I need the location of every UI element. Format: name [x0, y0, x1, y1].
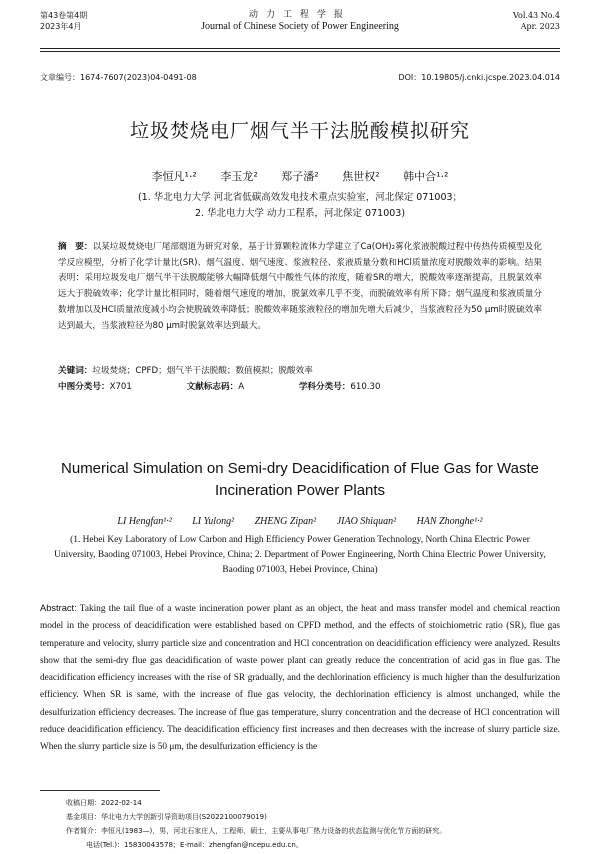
- journal-name-en: Journal of Chinese Society of Power Engineering: [201, 21, 399, 32]
- affiliation-cn: (1. 华北电力大学 河北省低碳高效发电技术重点实验室，河北保定 071003；: [137, 192, 463, 203]
- clc-value: X701: [109, 382, 132, 392]
- subject-value: 610.30: [350, 382, 381, 392]
- authors-en: [0, 516, 600, 527]
- doi: DOI：10.19805/j.cnki.jcspe.2023.04.014: [398, 73, 560, 82]
- doc-code-value: A: [238, 382, 245, 392]
- affiliations-cn: [0, 190, 600, 222]
- running-header: [40, 10, 560, 50]
- keywords-cn-text: 垃圾焚烧；CPFD；烟气半干法脱酸；数值模拟；脱酸效率: [92, 366, 313, 376]
- footnote-rule: [40, 790, 160, 791]
- affiliations-en: (1. Hebei Key Laboratory of Low Carbon and High Efficiency Power Generation Technology, North China Electric Power University, Baoding 071003, Hebei Province, China; 2. Department of Power Engineering, North China Electric Power University, Baoding 071003, Hebei Province, China): [54, 535, 546, 575]
- volume-issue-cn: 第43卷第4期: [40, 11, 88, 20]
- abstract-cn-label: 摘 要：: [58, 242, 93, 252]
- footnotes: [66, 796, 560, 852]
- abstract-en-text: Taking the tail flue of a waste incineration power plant as an object, the heat and mass transfer model and chemical reaction model in the process of deacidification were established based on CPFD method, and the effects of stoichiometric ratio (SR), flue gas temperature and velocity, slurry particle size and concentration and HCl concentration on deacidification efficiency were analyzed. Results show that the semi-dry flue gas deacidification of waste power plant can greatly reduce the concentration of acid gas in flue gas. The deacidification efficiency increases with the rise of SR gradually, and the dechlorination efficiency is much higher than the desulfurization efficiency. When SR is same, with the increase of flue gas velocity, the dechlorination efficiency is almost unchanged, while the desulfurization efficiency decreases. The increase of flue gas temperature, slurry concentration and the decrease of HCl concentration will reduce deacidification efficiency. The deacidification efficiency first increases and then decreases with the increase of slurry particle size. When the slurry particle size is 50 μm, the desulfurization efficiency is the: [40, 604, 560, 753]
- clc-label: 中图分类号：: [58, 382, 110, 392]
- journal-name-cn: 动力工程学报: [248, 10, 351, 20]
- author-cn: 焦世权²: [342, 170, 380, 183]
- abstract-en: [40, 600, 560, 757]
- doc-code-label: 文献标志码：: [186, 382, 239, 392]
- header-rule-top: [40, 48, 560, 49]
- author-en: LI Yulong²: [192, 516, 235, 527]
- clc-number: [58, 382, 158, 392]
- header-right: [513, 10, 560, 32]
- author-cn: 郑子潘²: [281, 170, 319, 183]
- footnote-fund: 基金项目：华北电力大学创新引导资助项目(S2022100079019): [66, 813, 267, 821]
- volume-issue-en: Vol.43 No.4: [513, 11, 560, 20]
- title-cn: 垃圾焚烧电厂烟气半干法脱酸模拟研究: [129, 120, 470, 142]
- document-code: [187, 382, 270, 392]
- author-cn: 韩中合¹·²: [403, 170, 449, 183]
- authors-cn: [0, 168, 600, 184]
- article-number: 文章编号：1674-7607(2023)04-0491-08: [40, 73, 197, 82]
- abstract-en-label: Abstract:: [40, 603, 77, 613]
- abstract-cn: [58, 240, 542, 334]
- abstract-cn-text: 以某垃圾焚烧电厂尾部烟道为研究对象，基于计算颗粒流体力学建立了Ca(OH)₂雾化浆液脱酸过程中传热传质模型及化学反应模型，分析了化学计量比(SR)、烟气温度、烟气速度、浆液粒径、浆液质量分数和HCl质量浓度对脱酸效率的影响。结果表明：采用垃圾发电厂烟气半干法脱酸能够大幅降低烟气中酸性气体的浓度，随着SR的增大，脱酸效率逐渐提高，且脱氯效率远大于脱硫效率；化学计量比相同时，随着烟气速度的增加，脱氯效率几乎不变，而脱硫效率有所下降；烟气温度和浆液质量分数增加以及HCl质量浓度减小均会使脱硫效率降低；脱酸效率随浆液粒径的增加先增大后减少，当浆液粒径为50 μm时脱硫效率达到最大，当浆液粒径为80 μm时脱氯效率达到最大。: [58, 242, 542, 331]
- footnote-received: 收稿日期：2022-02-14: [66, 799, 142, 807]
- author-cn: 李恒凡¹·²: [151, 170, 197, 183]
- header-rule-bottom: [40, 51, 560, 52]
- footnote-contact: 电话(Tel.)：15830043578；E-mail：zhengfan@ncepu.edu.cn。: [86, 841, 303, 849]
- subject-label: 学科分类号：: [298, 382, 351, 392]
- keywords-cn-label: 关键词：: [58, 366, 93, 376]
- author-en: ZHENG Zipan²: [254, 516, 317, 527]
- header-center: [40, 10, 560, 32]
- author-en: HAN Zhonghe¹·²: [416, 516, 483, 527]
- date-cn: 2023年4月: [40, 22, 82, 31]
- footnote-author: 作者简介：李恒凡(1983—)，男，河北石家庄人，工程师，硕士，主要从事电厂热力设备的状态监测与优化节方面的研究。: [66, 827, 447, 835]
- subject-code: [299, 382, 407, 392]
- affiliation-cn: 2. 华北电力大学 动力工程系，河北保定 071003): [194, 208, 406, 219]
- author-cn: 李玉龙²: [220, 170, 258, 183]
- classification-cn: [58, 380, 542, 392]
- date-en: Apr. 2023: [520, 22, 560, 31]
- title-en: Numerical Simulation on Semi-dry Deacidification of Flue Gas for Waste Incineration Power Plants: [61, 460, 539, 499]
- author-en: LI Hengfan¹·²: [117, 516, 172, 527]
- author-en: JIAO Shiquan²: [336, 516, 397, 527]
- keywords-cn: [58, 364, 542, 376]
